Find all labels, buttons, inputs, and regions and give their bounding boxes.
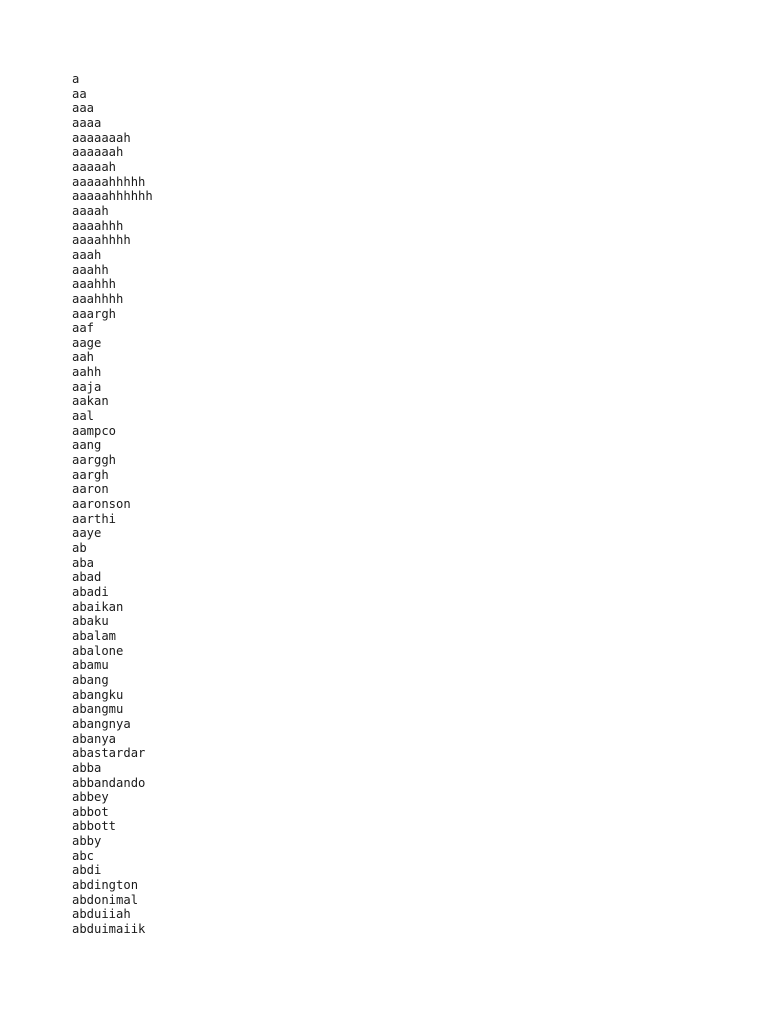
- list-item: abduiiah: [72, 907, 131, 922]
- list-item: aal: [72, 409, 95, 424]
- list-item: abamu: [72, 658, 109, 673]
- list-item: abbey: [72, 790, 109, 805]
- list-item: aaa: [72, 101, 95, 116]
- list-item: abangmu: [72, 702, 124, 717]
- list-item: aba: [72, 555, 95, 570]
- list-item: abdonimal: [72, 892, 139, 907]
- list-item: aaaaahhhhhh: [72, 189, 153, 204]
- list-item: abbot: [72, 804, 109, 819]
- list-item: abaikan: [72, 599, 124, 614]
- list-item: abang: [72, 672, 109, 687]
- list-item: aaahh: [72, 262, 109, 277]
- list-item: aaahhhh: [72, 291, 124, 306]
- list-item: aaronson: [72, 497, 131, 512]
- list-item: aaaah: [72, 203, 109, 218]
- list-item: abalone: [72, 643, 124, 658]
- list-item: aargh: [72, 467, 109, 482]
- list-item: aaron: [72, 482, 109, 497]
- list-item: aaaaah: [72, 159, 117, 174]
- list-item: aage: [72, 335, 102, 350]
- list-item: aah: [72, 350, 95, 365]
- list-item: abangnya: [72, 716, 131, 731]
- list-item: aaahhh: [72, 277, 117, 292]
- list-item: aaaaahhhhh: [72, 174, 146, 189]
- list-item: aa: [72, 86, 87, 101]
- list-item: abba: [72, 760, 102, 775]
- list-item: abastardar: [72, 746, 146, 761]
- list-item: aahh: [72, 365, 102, 380]
- list-item: aampco: [72, 423, 117, 438]
- list-item: ab: [72, 541, 87, 555]
- list-item: aaye: [72, 526, 102, 541]
- list-item: aarggh: [72, 453, 117, 468]
- list-item: abduimaiik: [72, 922, 146, 937]
- list-item: a: [72, 72, 80, 86]
- list-item: abalam: [72, 628, 117, 643]
- list-item: aaaa: [72, 115, 102, 130]
- list-item: aaargh: [72, 306, 117, 321]
- list-item: abdington: [72, 878, 139, 893]
- list-item: aaf: [72, 321, 95, 336]
- list-item: aakan: [72, 394, 109, 409]
- list-item: abadi: [72, 584, 109, 599]
- list-item: abaku: [72, 614, 109, 629]
- list-item: aaaaaaah: [72, 130, 131, 145]
- list-item: aaah: [72, 247, 102, 262]
- list-item: aarthi: [72, 511, 117, 526]
- list-item: abangku: [72, 687, 124, 702]
- list-item: abc: [72, 848, 95, 863]
- list-item: abdi: [72, 863, 102, 878]
- list-item: abanya: [72, 731, 117, 746]
- list-item: aang: [72, 438, 102, 453]
- word-list: [72, 72, 153, 937]
- list-item: aaaaaah: [72, 145, 124, 160]
- list-item: abbott: [72, 819, 117, 834]
- list-item: abby: [72, 834, 102, 849]
- list-item: abbandando: [72, 775, 146, 790]
- list-item: aaaahhh: [72, 218, 124, 233]
- list-item: aaaahhhh: [72, 233, 131, 248]
- list-item: abad: [72, 570, 102, 585]
- list-item: aaja: [72, 379, 102, 394]
